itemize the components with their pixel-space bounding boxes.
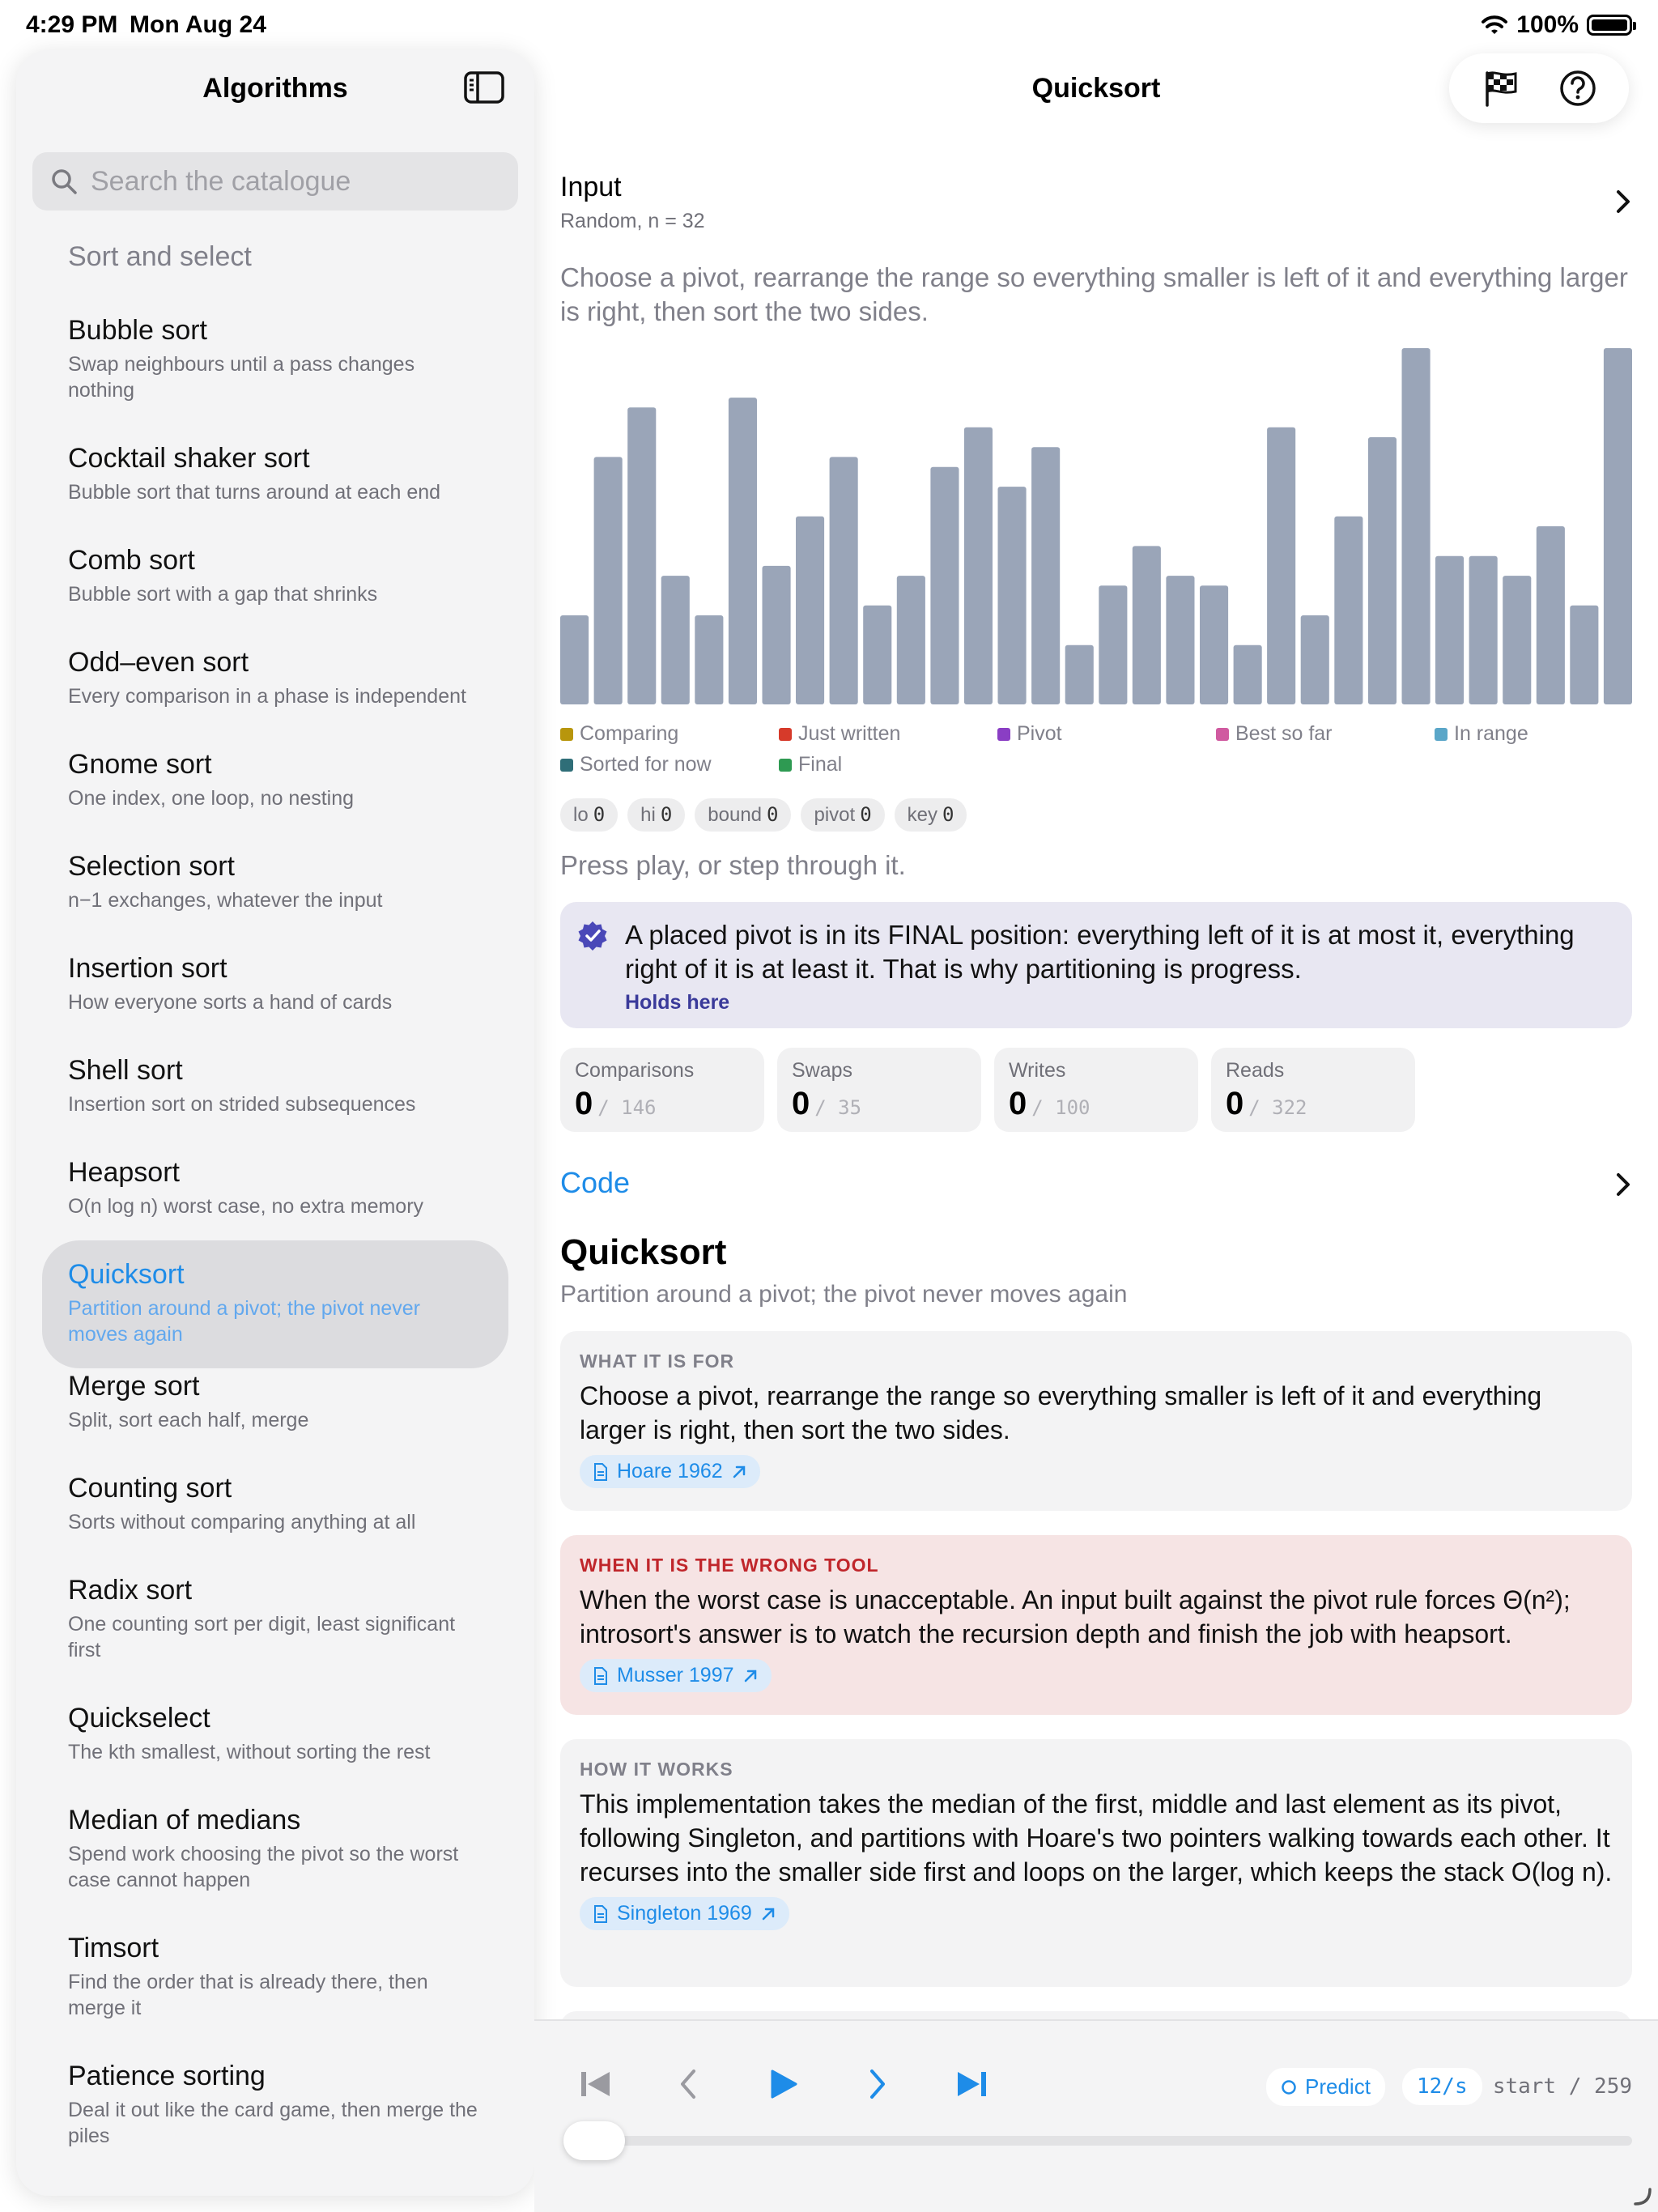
legend-item <box>560 722 678 746</box>
legend-label: Comparing <box>580 722 679 745</box>
input-selector[interactable] <box>560 172 1632 233</box>
sidebar-item-description: The kth smallest, without sorting the rest <box>68 1741 431 1763</box>
sidebar-item-name: Counting sort <box>68 1473 232 1504</box>
stat-value: 0 <box>575 1086 593 1121</box>
race-button[interactable] <box>1477 64 1525 113</box>
card-wrong-tool <box>560 1535 1632 1715</box>
step-position: start / 259 <box>1492 2074 1632 2099</box>
jump-to-start-button[interactable] <box>572 2060 620 2108</box>
sidebar-item-name: Quicksort <box>68 1259 185 1290</box>
sidebar-item-description: n−1 exchanges, whatever the input <box>68 889 383 912</box>
sidebar-item[interactable] <box>42 738 508 840</box>
sidebar-item[interactable] <box>42 1692 508 1794</box>
legend-item <box>1216 722 1333 746</box>
array-bar <box>930 467 959 704</box>
sidebar-item-description: Bubble sort that turns around at each end <box>68 481 441 504</box>
sidebar-item[interactable] <box>42 1462 508 1564</box>
legend-label: Just written <box>798 722 901 745</box>
input-value: Random, n = 32 <box>560 210 705 232</box>
pointer-chip <box>560 798 618 832</box>
chip-label: bound <box>708 804 763 826</box>
reference-label: Singleton 1969 <box>617 1902 752 1925</box>
sidebar-icon <box>463 70 505 105</box>
stat-value-row <box>792 1086 967 1122</box>
sidebar-item-description: How everyone sorts a hand of cards <box>68 991 393 1014</box>
stat-label: Comparisons <box>575 1059 695 1082</box>
array-bar <box>627 407 656 704</box>
array-bar <box>1570 606 1598 704</box>
chevron-left-icon <box>678 2068 698 2100</box>
stat-total: / 322 <box>1248 1096 1307 1119</box>
predict-button[interactable] <box>1266 2068 1385 2106</box>
stat-value: 0 <box>1009 1086 1027 1121</box>
stat-value: 0 <box>792 1086 810 1121</box>
predict-label: Predict <box>1305 2074 1371 2099</box>
stat-total: / 35 <box>814 1096 862 1119</box>
sidebar-item-name: Cocktail shaker sort <box>68 443 310 474</box>
algorithm-list <box>42 304 508 2178</box>
document-icon <box>593 1666 609 1686</box>
document-icon <box>593 1904 609 1924</box>
legend-swatch <box>997 728 1010 741</box>
sidebar-item-description: O(n log n) worst case, no extra memory <box>68 1195 424 1218</box>
pointer-chips <box>560 798 967 832</box>
sidebar-title: Algorithms <box>202 73 348 104</box>
arrow-up-right-icon <box>731 1464 747 1480</box>
sidebar-item[interactable] <box>42 432 508 534</box>
code-disclosure[interactable] <box>560 1166 1632 1200</box>
sidebar-item-name: Comb sort <box>68 545 195 576</box>
array-bar <box>863 606 891 704</box>
reference-label: Musser 1997 <box>617 1664 734 1687</box>
playback-toolbar <box>534 2019 1658 2212</box>
sidebar-item[interactable] <box>42 636 508 738</box>
sidebar-item-name: Bubble sort <box>68 315 207 346</box>
reference-link[interactable] <box>580 1455 760 1488</box>
array-bar <box>1133 546 1161 704</box>
sidebar-item-description: Swap neighbours until a pass changes nothing <box>68 353 415 402</box>
chip-value: 0 <box>942 803 954 826</box>
sidebar-item-name: Radix sort <box>68 1575 193 1606</box>
sidebar-item[interactable] <box>42 942 508 1044</box>
sidebar <box>16 50 534 2196</box>
stat-value-row <box>1226 1086 1401 1122</box>
array-bar <box>1301 615 1329 704</box>
sidebar-item-description: Bubble sort with a gap that shrinks <box>68 583 378 606</box>
chip-value: 0 <box>660 803 673 826</box>
array-bar <box>897 576 925 704</box>
stat-value-row <box>575 1086 750 1122</box>
array-bar <box>695 615 723 704</box>
array-bar <box>729 398 757 704</box>
step-back-button[interactable] <box>664 2060 712 2108</box>
array-bar <box>1537 526 1565 704</box>
legend-swatch <box>1216 728 1229 741</box>
array-bar <box>998 487 1027 704</box>
reference-link[interactable] <box>580 1659 772 1692</box>
skip-back-icon <box>579 2069 613 2099</box>
arrow-up-right-icon <box>760 1906 776 1922</box>
chip-label: key <box>907 804 937 826</box>
sidebar-item-description: Split, sort each half, merge <box>68 1409 309 1431</box>
chip-label: pivot <box>814 804 856 826</box>
chip-value: 0 <box>767 803 779 826</box>
top-actions <box>1449 53 1629 123</box>
sidebar-item[interactable] <box>42 1360 508 1462</box>
reference-label: Hoare 1962 <box>617 1460 723 1482</box>
sidebar-item[interactable] <box>42 1240 508 1368</box>
sidebar-item-name: Median of medians <box>68 1805 301 1836</box>
invariant-status: Holds here <box>625 991 730 1014</box>
play-button[interactable] <box>759 2060 808 2108</box>
card-body: This implementation takes the median of the first, middle and last element as its pivot, following Singleton, and partitions with Hoare's two pointers walking towards each other. It recurses into the smaller side first and loops on the larger, which keeps the stack O(log n). <box>580 1789 1613 1887</box>
algorithm-explanation: Choose a pivot, rearrange the range so everything smaller is left of it and everything larger is right, then sort the two sides. <box>560 262 1628 326</box>
chip-value: 0 <box>593 803 606 826</box>
chevron-right-icon <box>1614 1171 1632 1198</box>
sidebar-item-description: Every comparison in a phase is independent <box>68 685 466 708</box>
wifi-icon <box>1481 15 1508 36</box>
card-kicker: WHEN IT IS THE WRONG TOOL <box>580 1555 879 1576</box>
legend-swatch <box>779 728 792 741</box>
play-icon <box>769 2069 798 2099</box>
card-kicker: HOW IT WORKS <box>580 1759 733 1780</box>
status-date: Mon Aug 24 <box>130 11 266 38</box>
search-icon <box>50 168 78 195</box>
legend-label: In range <box>1454 722 1528 745</box>
array-bar-chart <box>560 342 1632 704</box>
sidebar-item-description: One index, one loop, no nesting <box>68 787 355 810</box>
legend-item <box>779 722 900 746</box>
sidebar-item-name: Quickselect <box>68 1703 210 1733</box>
legend-swatch <box>1435 728 1448 741</box>
pointer-chip <box>895 798 967 832</box>
array-bar <box>964 428 993 704</box>
array-bar <box>560 615 589 704</box>
legend-item <box>779 753 842 776</box>
stat-label: Reads <box>1226 1059 1285 1082</box>
legend-label: Final <box>798 753 843 776</box>
sidebar-item-name: Merge sort <box>68 1371 200 1402</box>
sidebar-item[interactable] <box>42 1146 508 1249</box>
search-input[interactable] <box>91 166 479 198</box>
legend-swatch <box>779 759 792 772</box>
status-right <box>1481 11 1632 39</box>
about-subtitle: Partition around a pivot; the pivot never moves again <box>560 1281 1128 1308</box>
sidebar-item-description: Spend work choosing the pivot so the worst case cannot happen <box>68 1843 459 1891</box>
legend-swatch <box>560 759 573 772</box>
array-bar <box>1200 585 1228 704</box>
legend-item <box>997 722 1062 746</box>
sidebar-item-description: Deal it out like the card game, then merge the piles <box>68 2099 478 2147</box>
play-prompt: Press play, or step through it. <box>560 850 906 880</box>
sidebar-item[interactable] <box>42 1794 508 1922</box>
sidebar-item-name: Selection sort <box>68 851 235 882</box>
array-bar <box>1031 447 1060 704</box>
stat-label: Writes <box>1009 1059 1066 1082</box>
search-field[interactable] <box>32 152 518 211</box>
stat-card <box>777 1048 981 1132</box>
chip-value: 0 <box>860 803 872 826</box>
array-bar <box>594 457 623 704</box>
card-body: When the worst case is unacceptable. An input built against the pivot rule forces Θ(n²); introsort's answer is to watch the recursion depth and finish the job with heapsort. <box>580 1585 1571 1648</box>
sidebar-item-description: Partition around a pivot; the pivot never moves again <box>68 1297 420 1346</box>
jump-to-end-button[interactable] <box>947 2060 996 2108</box>
sidebar-item-name: Shell sort <box>68 1055 183 1086</box>
stat-total: / 146 <box>597 1096 657 1119</box>
document-icon <box>593 1462 609 1482</box>
array-bar <box>1166 576 1194 704</box>
legend-swatch <box>560 728 573 741</box>
sidebar-item-name: Patience sorting <box>68 2061 266 2091</box>
page-title: Quicksort <box>1031 73 1161 104</box>
arrow-up-right-icon <box>742 1668 759 1684</box>
card-how-it-works <box>560 1739 1632 1987</box>
battery-icon <box>1587 15 1632 36</box>
help-icon <box>1559 70 1596 107</box>
array-bar <box>1368 437 1397 704</box>
array-bar <box>830 457 858 704</box>
status-bar <box>0 0 1658 50</box>
stat-total: / 100 <box>1031 1096 1090 1119</box>
sidebar-item[interactable] <box>42 1044 508 1146</box>
sidebar-toggle-button[interactable] <box>463 70 505 105</box>
stat-card <box>560 1048 764 1132</box>
array-bar <box>1604 348 1632 704</box>
sidebar-item[interactable] <box>42 304 508 432</box>
stat-label: Swaps <box>792 1059 853 1082</box>
sidebar-item[interactable] <box>42 840 508 942</box>
legend-label: Sorted for now <box>580 753 712 776</box>
about-title: Quicksort <box>560 1232 727 1272</box>
sidebar-item-name: Timsort <box>68 1933 159 1963</box>
array-bar <box>1469 556 1498 704</box>
stats-row <box>560 1048 1415 1132</box>
resize-handle-icon[interactable] <box>1632 2186 1653 2207</box>
array-bar <box>661 576 690 704</box>
sidebar-item-name: Odd–even sort <box>68 647 249 678</box>
speed-button[interactable]: 12/s <box>1402 2068 1482 2105</box>
code-label: Code <box>560 1166 631 1199</box>
sidebar-item-description: Insertion sort on strided subsequences <box>68 1093 416 1116</box>
sidebar-item-name: Gnome sort <box>68 749 212 780</box>
sidebar-item-description: Sorts without comparing anything at all <box>68 1511 416 1534</box>
invariant-card <box>560 902 1632 1028</box>
checkered-flag-icon <box>1483 70 1519 107</box>
sidebar-item[interactable] <box>42 2050 508 2178</box>
stat-value-row <box>1009 1086 1184 1122</box>
pointer-chip <box>695 798 791 832</box>
card-what-it-is-for <box>560 1331 1632 1511</box>
array-bar <box>796 517 824 704</box>
battery-percent: 100% <box>1516 11 1579 38</box>
pointer-chip <box>801 798 884 832</box>
step-forward-button[interactable] <box>853 2060 902 2108</box>
sidebar-item[interactable] <box>42 1564 508 1692</box>
legend-label: Best so far <box>1235 722 1333 745</box>
array-bar <box>763 566 791 704</box>
sidebar-item[interactable] <box>42 1922 508 2050</box>
array-bar <box>1099 585 1127 704</box>
legend-item <box>560 753 712 776</box>
array-bar <box>1234 645 1262 704</box>
array-bar <box>1435 556 1464 704</box>
chip-label: hi <box>640 804 656 826</box>
circle-icon <box>1281 2079 1297 2095</box>
stat-card <box>994 1048 1198 1132</box>
status-time: 4:29 PM <box>26 11 118 38</box>
help-button[interactable] <box>1554 64 1602 113</box>
invariant-text: A placed pivot is in its FINAL position: everything left of it is at most it, everything right of it is at least it. That is why partitioning is progress. <box>625 920 1575 984</box>
sidebar-item-name: Insertion sort <box>68 953 227 984</box>
card-body: Choose a pivot, rearrange the range so everything smaller is left of it and everything larger is right, then sort the two sides. <box>580 1381 1542 1444</box>
stat-value: 0 <box>1226 1086 1244 1121</box>
verified-check-icon <box>576 920 609 952</box>
chip-label: lo <box>573 804 589 826</box>
legend-label: Pivot <box>1017 722 1062 745</box>
main-panel <box>534 50 1658 2212</box>
array-bar <box>1402 348 1431 704</box>
array-bar <box>1503 576 1531 704</box>
section-heading: Sort and select <box>68 241 252 272</box>
reference-link[interactable] <box>580 1897 789 1930</box>
card-kicker: WHAT IT IS FOR <box>580 1351 735 1372</box>
pointer-chip <box>627 798 685 832</box>
chevron-right-icon <box>868 2068 887 2100</box>
array-bar <box>1065 645 1094 704</box>
sidebar-item-description: One counting sort per digit, least significant first <box>68 1613 456 1661</box>
sidebar-item-description: Find the order that is already there, then merge it <box>68 1971 428 2019</box>
skip-forward-icon <box>954 2069 988 2099</box>
slider-knob[interactable] <box>563 2121 625 2160</box>
sidebar-item[interactable] <box>42 534 508 636</box>
stat-card <box>1211 1048 1415 1132</box>
input-label: Input <box>560 172 622 202</box>
sidebar-item-name: Heapsort <box>68 1157 180 1188</box>
array-bar <box>1267 428 1295 704</box>
progress-slider[interactable] <box>563 2136 1632 2146</box>
legend-item <box>1435 722 1528 746</box>
array-bar <box>1334 517 1363 704</box>
chevron-right-icon <box>1614 188 1632 215</box>
